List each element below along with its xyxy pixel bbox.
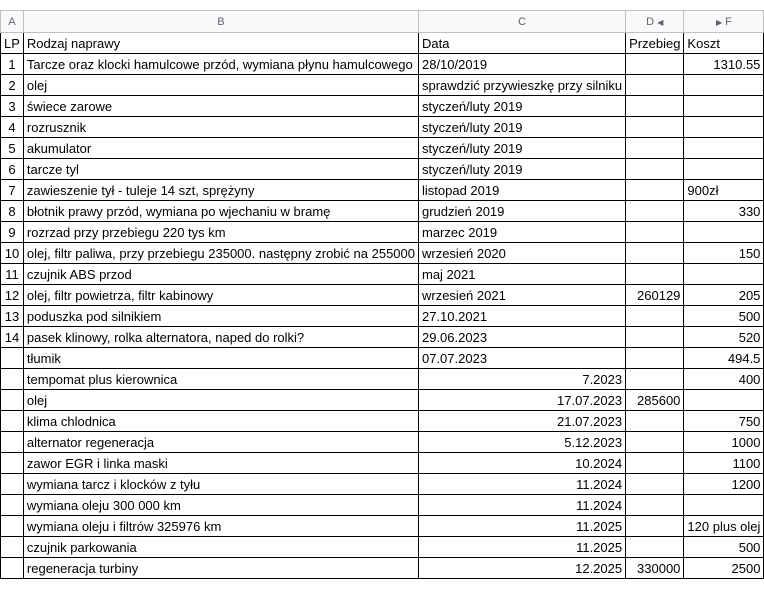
- cell-f[interactable]: 400: [684, 369, 764, 390]
- cell-b[interactable]: olej: [23, 390, 418, 411]
- cell-f[interactable]: [684, 390, 764, 411]
- cell-b[interactable]: czujnik ABS przod: [23, 264, 418, 285]
- table-row: [1, 75, 764, 96]
- cell-f[interactable]: 1310.55: [684, 54, 764, 75]
- cell-c[interactable]: styczeń/luty 2019: [418, 96, 625, 117]
- cell-lp[interactable]: 3: [1, 96, 24, 117]
- cell-b[interactable]: klima chlodnica: [23, 411, 418, 432]
- cell-b[interactable]: rozrzad przy przebiegu 220 tys km: [23, 222, 418, 243]
- cell-c[interactable]: 11.2025: [418, 516, 625, 537]
- table-row: [1, 201, 764, 222]
- cell-b[interactable]: tłumik: [23, 348, 418, 369]
- header-row: [1, 33, 764, 54]
- cell-lp[interactable]: [1, 390, 24, 411]
- cell-f[interactable]: [684, 138, 764, 159]
- cell-f-header[interactable]: Koszt: [684, 33, 764, 54]
- table-row: [1, 474, 764, 495]
- table-row: [1, 348, 764, 369]
- cell-b[interactable]: akumulator: [23, 138, 418, 159]
- table-row: [1, 243, 764, 264]
- cell-d[interactable]: [626, 96, 684, 117]
- cell-d[interactable]: [626, 453, 684, 474]
- cell-f[interactable]: 205: [684, 285, 764, 306]
- cell-f[interactable]: 1100: [684, 453, 764, 474]
- table-row: [1, 327, 764, 348]
- table-row: [1, 285, 764, 306]
- hidden-column-left-arrow-icon[interactable]: ◀: [657, 17, 664, 27]
- column-header-d[interactable]: D ◀: [626, 11, 684, 33]
- cell-f[interactable]: [684, 75, 764, 96]
- cell-lp[interactable]: 5: [1, 138, 24, 159]
- cell-lp[interactable]: 6: [1, 159, 24, 180]
- cell-c[interactable]: 11.2025: [418, 537, 625, 558]
- cell-d[interactable]: [626, 537, 684, 558]
- cell-d[interactable]: [626, 243, 684, 264]
- hidden-column-right-arrow-icon[interactable]: ▶: [715, 17, 723, 27]
- cell-d[interactable]: [626, 516, 684, 537]
- cell-f[interactable]: 900zł: [684, 180, 764, 201]
- cell-b[interactable]: olej: [23, 75, 418, 96]
- cell-b[interactable]: świece zarowe: [23, 96, 418, 117]
- cell-c[interactable]: 17.07.2023: [418, 390, 625, 411]
- cell-f[interactable]: 2500: [684, 558, 764, 579]
- cell-d[interactable]: [626, 264, 684, 285]
- table-row: [1, 96, 764, 117]
- cell-lp[interactable]: [1, 453, 24, 474]
- cell-lp[interactable]: 12: [1, 285, 24, 306]
- cell-lp[interactable]: [1, 516, 24, 537]
- cell-c-header[interactable]: Data: [418, 33, 625, 54]
- cell-b[interactable]: wymiana tarcz i klocków z tyłu: [23, 474, 418, 495]
- cell-b[interactable]: czujnik parkowania: [23, 537, 418, 558]
- cell-d[interactable]: [626, 432, 684, 453]
- cell-b[interactable]: olej, filtr paliwa, przy przebiegu 235000. następny zrobić na 255000: [23, 243, 418, 264]
- table-row: [1, 159, 764, 180]
- cell-c[interactable]: styczeń/luty 2019: [418, 138, 625, 159]
- cell-c[interactable]: 5.12.2023: [418, 432, 625, 453]
- cell-b-header[interactable]: Rodzaj naprawy: [23, 33, 418, 54]
- cell-d[interactable]: [626, 222, 684, 243]
- cell-lp[interactable]: 1: [1, 54, 24, 75]
- cell-c[interactable]: 10.2024: [418, 453, 625, 474]
- cell-b[interactable]: regeneracja turbiny: [23, 558, 418, 579]
- table-row: [1, 222, 764, 243]
- cell-c[interactable]: 12.2025: [418, 558, 625, 579]
- cell-b[interactable]: alternator regeneracja: [23, 432, 418, 453]
- cell-d[interactable]: [626, 348, 684, 369]
- cell-d[interactable]: [626, 306, 684, 327]
- cell-c[interactable]: 29.06.2023: [418, 327, 625, 348]
- table-row: [1, 432, 764, 453]
- column-header-row: [1, 11, 764, 33]
- cell-f[interactable]: 500: [684, 537, 764, 558]
- cell-d[interactable]: [626, 327, 684, 348]
- cell-lp[interactable]: 7: [1, 180, 24, 201]
- cell-lp[interactable]: 14: [1, 327, 24, 348]
- table-row: [1, 138, 764, 159]
- cell-b[interactable]: wymiana oleju i filtrów 325976 km: [23, 516, 418, 537]
- cell-b[interactable]: zawor EGR i linka maski: [23, 453, 418, 474]
- cell-d[interactable]: [626, 180, 684, 201]
- cell-b[interactable]: rozrusznik: [23, 117, 418, 138]
- table-row: [1, 537, 764, 558]
- cell-f[interactable]: [684, 96, 764, 117]
- cell-c[interactable]: wrzesień 2020: [418, 243, 625, 264]
- table-row: [1, 390, 764, 411]
- column-header-b[interactable]: B: [23, 11, 418, 33]
- table-row: [1, 54, 764, 75]
- cell-f[interactable]: 330: [684, 201, 764, 222]
- cell-d[interactable]: 285600: [626, 390, 684, 411]
- top-strip: [0, 0, 713, 10]
- table-row: [1, 264, 764, 285]
- cell-f[interactable]: [684, 264, 764, 285]
- cell-f[interactable]: [684, 495, 764, 516]
- cell-c[interactable]: sprawdzić przywieszkę przy silniku: [418, 75, 625, 96]
- cell-c[interactable]: 28/10/2019: [418, 54, 625, 75]
- table-row: [1, 117, 764, 138]
- cell-lp[interactable]: [1, 432, 24, 453]
- cell-d[interactable]: [626, 201, 684, 222]
- cell-f[interactable]: 500: [684, 306, 764, 327]
- cell-lp-header[interactable]: LP: [1, 33, 24, 54]
- cell-lp[interactable]: 8: [1, 201, 24, 222]
- cell-c[interactable]: 21.07.2023: [418, 411, 625, 432]
- cell-lp[interactable]: 4: [1, 117, 24, 138]
- cell-b[interactable]: zawieszenie tył - tuleje 14 szt, sprężyny: [23, 180, 418, 201]
- cell-lp[interactable]: [1, 558, 24, 579]
- column-header-a[interactable]: A: [1, 11, 24, 33]
- cell-f[interactable]: [684, 117, 764, 138]
- cell-c[interactable]: grudzień 2019: [418, 201, 625, 222]
- cell-b[interactable]: Tarcze oraz klocki hamulcowe przód, wymiana płynu hamulcowego: [23, 54, 418, 75]
- cell-c[interactable]: maj 2021: [418, 264, 625, 285]
- table-row: [1, 558, 764, 579]
- table-row: [1, 306, 764, 327]
- cell-lp[interactable]: 2: [1, 75, 24, 96]
- cell-f[interactable]: 1200: [684, 474, 764, 495]
- cell-d[interactable]: [626, 474, 684, 495]
- cell-c[interactable]: 07.07.2023: [418, 348, 625, 369]
- cell-c[interactable]: wrzesień 2021: [418, 285, 625, 306]
- cell-b[interactable]: pasek klinowy, rolka alternatora, naped do rolki?: [23, 327, 418, 348]
- column-header-f[interactable]: ▶ F: [684, 11, 764, 33]
- cell-f[interactable]: 120 plus olej: [684, 516, 764, 537]
- cell-b[interactable]: tarcze tyl: [23, 159, 418, 180]
- cell-f[interactable]: [684, 159, 764, 180]
- cell-b[interactable]: tempomat plus kierownica: [23, 369, 418, 390]
- cell-f[interactable]: [684, 222, 764, 243]
- cell-b[interactable]: poduszka pod silnikiem: [23, 306, 418, 327]
- table-row: [1, 495, 764, 516]
- cell-lp[interactable]: 9: [1, 222, 24, 243]
- cell-d[interactable]: [626, 411, 684, 432]
- cell-lp[interactable]: [1, 474, 24, 495]
- cell-d-header[interactable]: Przebieg: [626, 33, 684, 54]
- table-row: [1, 453, 764, 474]
- cell-d[interactable]: [626, 54, 684, 75]
- cell-lp[interactable]: [1, 537, 24, 558]
- cell-lp[interactable]: [1, 495, 24, 516]
- cell-d[interactable]: 260129: [626, 285, 684, 306]
- cell-d[interactable]: 330000: [626, 558, 684, 579]
- cell-d[interactable]: [626, 138, 684, 159]
- cell-f[interactable]: 150: [684, 243, 764, 264]
- cell-d[interactable]: [626, 159, 684, 180]
- cell-d[interactable]: [626, 369, 684, 390]
- cell-d[interactable]: [626, 495, 684, 516]
- cell-b[interactable]: olej, filtr powietrza, filtr kabinowy: [23, 285, 418, 306]
- cell-b[interactable]: wymiana oleju 300 000 km: [23, 495, 418, 516]
- cell-c[interactable]: marzec 2019: [418, 222, 625, 243]
- cell-f[interactable]: 750: [684, 411, 764, 432]
- cell-c[interactable]: 7.2023: [418, 369, 625, 390]
- cell-d[interactable]: [626, 117, 684, 138]
- cell-f[interactable]: 494.5: [684, 348, 764, 369]
- cell-lp[interactable]: 10: [1, 243, 24, 264]
- table-row: [1, 369, 764, 390]
- cell-f[interactable]: 1000: [684, 432, 764, 453]
- cell-lp[interactable]: [1, 411, 24, 432]
- cell-b[interactable]: błotnik prawy przód, wymiana po wjechaniu w bramę: [23, 201, 418, 222]
- cell-c[interactable]: listopad 2019: [418, 180, 625, 201]
- cell-lp[interactable]: 13: [1, 306, 24, 327]
- table-row: [1, 180, 764, 201]
- table-row: [1, 516, 764, 537]
- cell-c[interactable]: 11.2024: [418, 495, 625, 516]
- cell-c[interactable]: styczeń/luty 2019: [418, 117, 625, 138]
- column-header-c[interactable]: C: [418, 11, 625, 33]
- cell-f[interactable]: 520: [684, 327, 764, 348]
- cell-lp[interactable]: 11: [1, 264, 24, 285]
- cell-lp[interactable]: [1, 369, 24, 390]
- cell-c[interactable]: 11.2024: [418, 474, 625, 495]
- spreadsheet-grid[interactable]: [0, 10, 764, 579]
- table-row: [1, 411, 764, 432]
- cell-c[interactable]: styczeń/luty 2019: [418, 159, 625, 180]
- cell-c[interactable]: 27.10.2021: [418, 306, 625, 327]
- cell-d[interactable]: [626, 75, 684, 96]
- cell-lp[interactable]: [1, 348, 24, 369]
